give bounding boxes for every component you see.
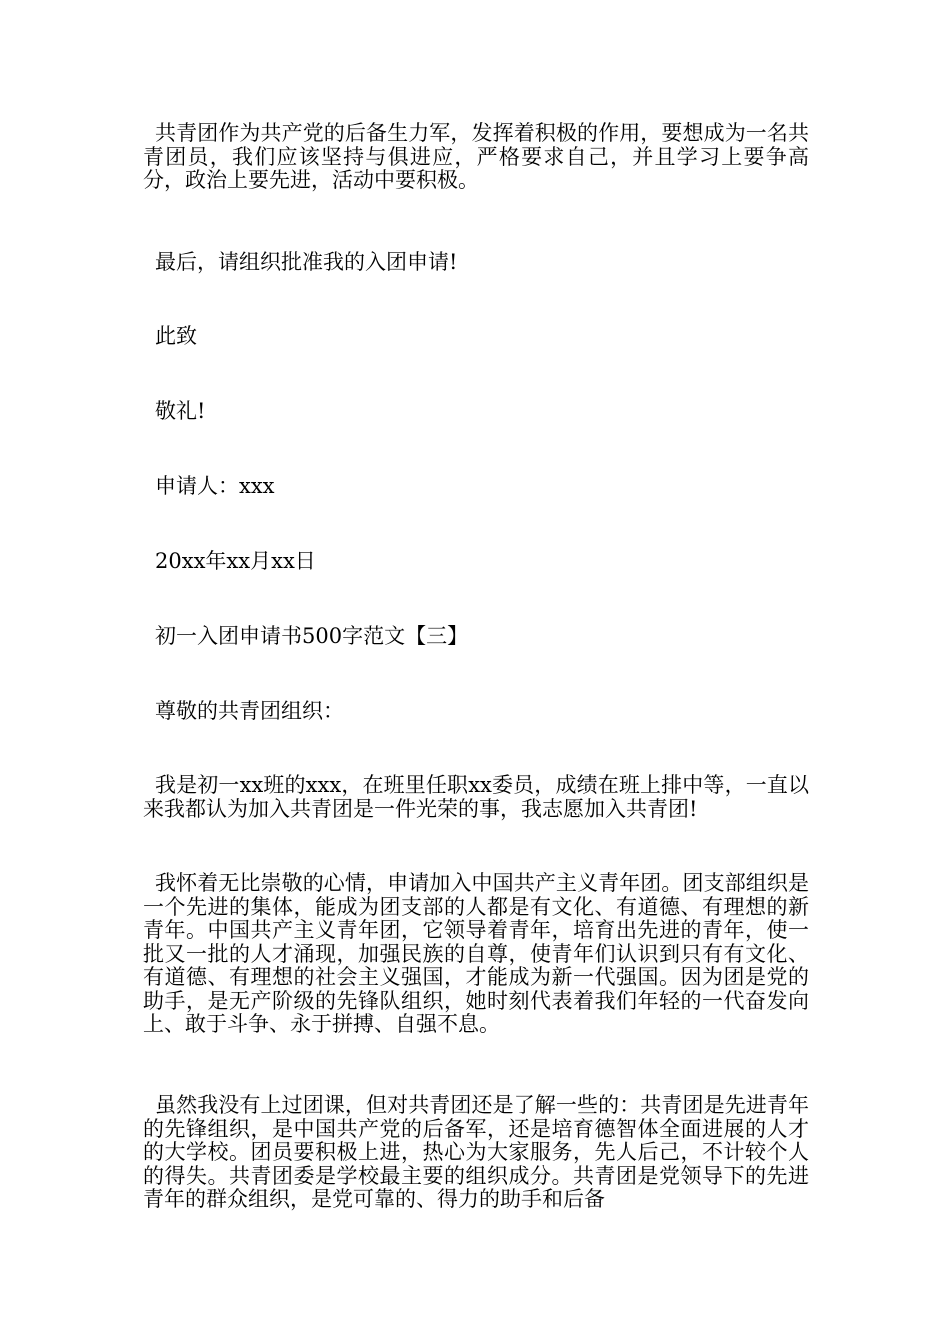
applicant-line: 申请人：xxx [155,474,275,498]
paragraph-self-intro: 我是初一xx班的xxx，在班里任职xx委员，成绩在班上排中等，一直以来我都认为加入共青团是一件光荣的事，我志愿加入共青团! [143,773,809,821]
paragraph-intro: 共青团作为共产党的后备生力军，发挥着积极的作用，要想成为一名共青团员，我们应该坚持与俱进应，严格要求自己，并且学习上要争高分，政治上要先进，活动中要积极。 [143,121,809,192]
section-title: 初一入团申请书500字范文【三】 [155,624,469,648]
greeting-line: 尊敬的共青团组织： [155,699,344,723]
salutation-line-1: 此致 [155,324,197,348]
date-line: 20xx年xx月xx日 [155,549,316,573]
closing-request: 最后，请组织批准我的入团申请! [155,250,458,274]
paragraph-motivation: 我怀着无比崇敬的心情，申请加入中国共产主义青年团。团支部组织是一个先进的集体，能成为团支部的人都是有文化、有道德、有理想的新青年。中国共产主义青年团，它领导着青年，培育出先进的青年，使一批又一批的人才涌现，加强民族的自尊，使青年们认识到只有有文化、有道德、有理想的社会主义强国，才能成为新一代强国。因为团是党的助手，是无产阶级的先锋队组织，她时刻代表着我们年轻的一代奋发向上、敢于斗争、永于拼搏、自强不息。 [143,871,809,1036]
paragraph-understanding: 虽然我没有上过团课，但对共青团还是了解一些的：共青团是先进青年的先锋组织，是中国共产党的后备军，还是培育德智体全面进展的人才的大学校。团员要积极上进，热心为大家服务，先人后己，不计较个人的得失。共青团委是学校最主要的组织成分。共青团是党领导下的先进青年的群众组织，是党可靠的、得力的助手和后备 [143,1093,809,1211]
salutation-line-2: 敬礼! [155,399,206,423]
